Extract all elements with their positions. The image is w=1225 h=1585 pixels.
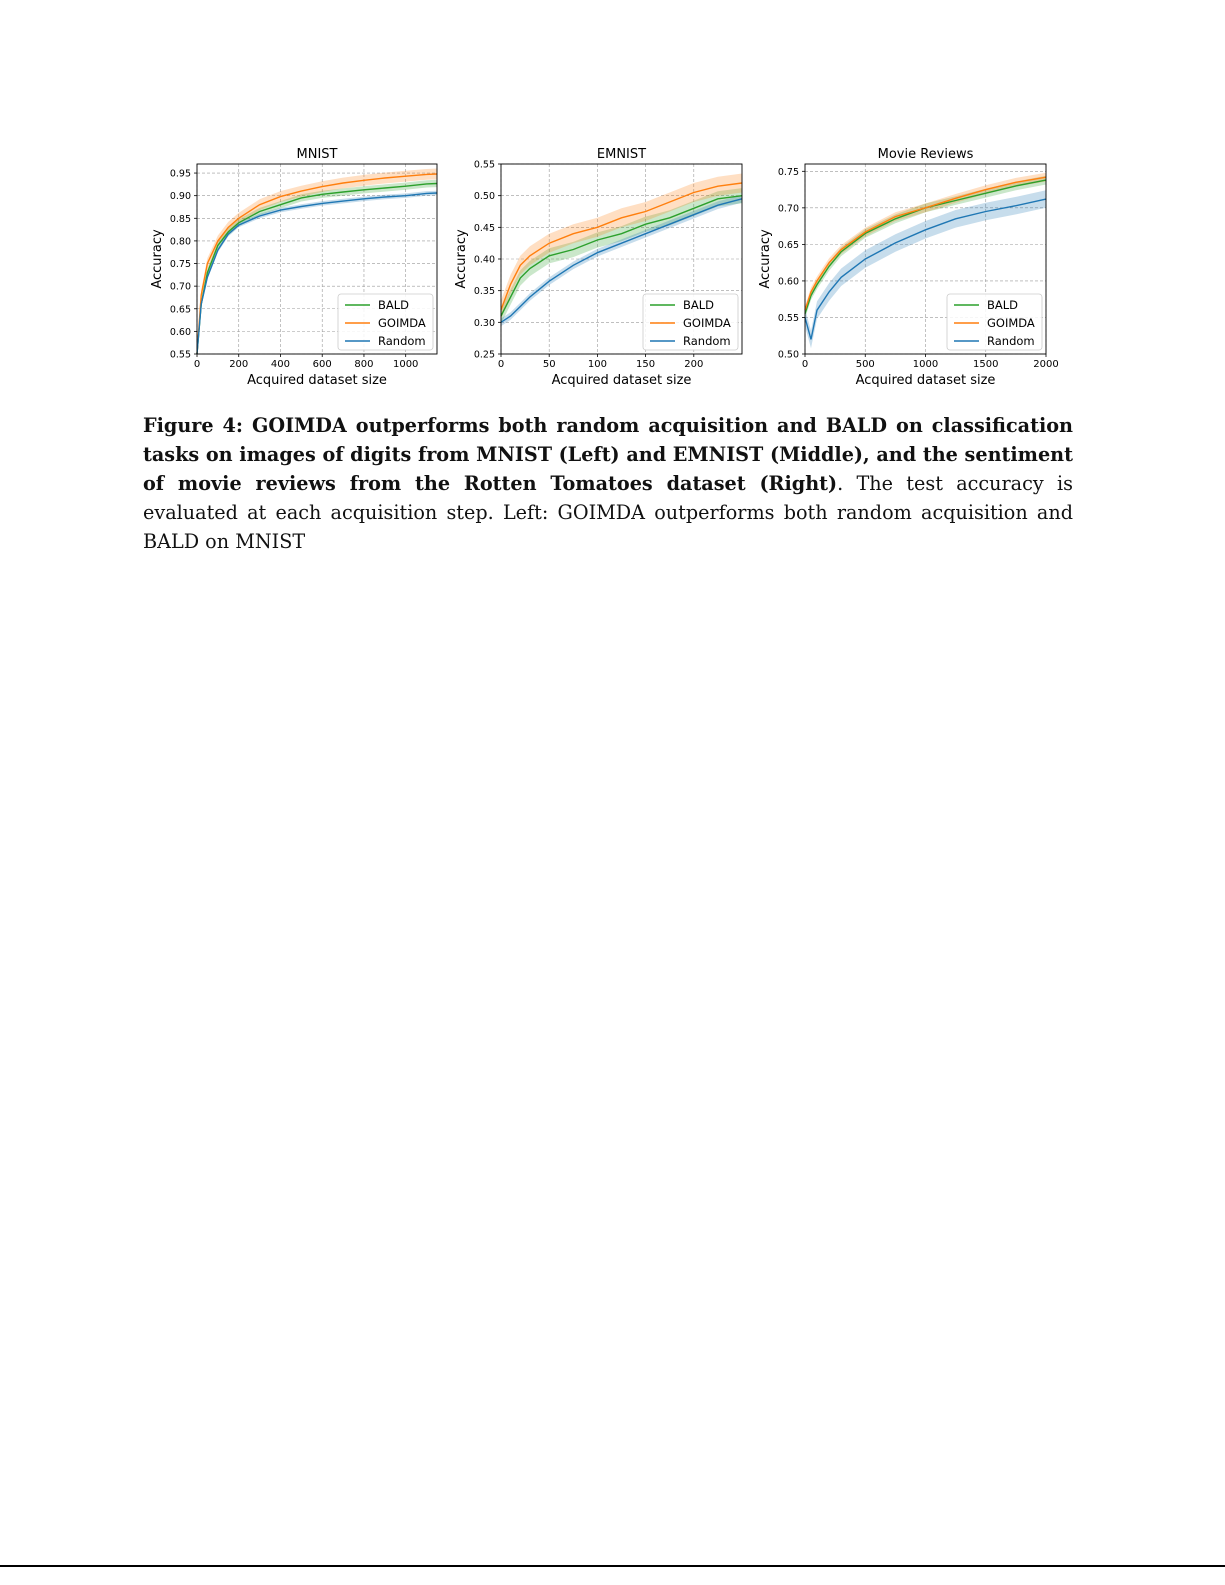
legend — [338, 294, 433, 350]
legend-label-random: Random — [987, 334, 1035, 348]
y-tick-label: 0.95 — [169, 168, 191, 180]
chart-title: EMNIST — [596, 147, 647, 162]
chart-title: MNIST — [296, 147, 338, 162]
y-axis-label: Accuracy — [758, 229, 773, 289]
y-tick-label: 0.60 — [777, 276, 799, 288]
y-tick-label: 0.40 — [473, 254, 495, 266]
legend-label-bald: BALD — [683, 298, 715, 312]
legend — [947, 294, 1042, 350]
x-tick-label: 0 — [801, 359, 809, 370]
x-tick-label: 0 — [497, 359, 505, 370]
y-tick-label: 0.85 — [169, 213, 191, 225]
x-tick-label: 200 — [684, 359, 704, 370]
x-tick-label: 800 — [354, 359, 374, 370]
y-tick-label: 0.55 — [473, 159, 495, 171]
caption-rest: . The test accuracy is evaluated at each acquisition step. Left: GOIMDA outperforms both random acquisition and BALD on MNIST — [143, 472, 1073, 553]
legend-label-goimda: GOIMDA — [378, 316, 426, 330]
y-tick-label: 0.35 — [473, 286, 495, 298]
y-tick-label: 0.90 — [169, 191, 191, 203]
y-tick-label: 0.55 — [169, 349, 191, 361]
y-tick-label: 0.70 — [777, 203, 799, 215]
y-axis-label: Accuracy — [454, 229, 469, 289]
caption-bold: Figure 4: GOIMDA outperforms both random acquisition and BALD on classification tasks on images of digits from MNIST (Left) and EMNIST (Middle), and the sentiment of movie reviews from the Rotten Tomatoes dataset (Right) — [143, 414, 1073, 495]
x-tick-label: 600 — [312, 359, 332, 370]
chart-mnist — [140, 140, 440, 390]
legend-label-random: Random — [378, 334, 426, 348]
x-tick-label: 400 — [270, 359, 291, 370]
y-tick-label: 0.65 — [169, 304, 191, 316]
y-tick-label: 0.55 — [777, 312, 799, 324]
legend-label-bald: BALD — [378, 298, 410, 312]
x-tick-label: 150 — [636, 359, 656, 370]
y-tick-label: 0.50 — [777, 349, 799, 361]
y-tick-label: 0.60 — [169, 326, 191, 338]
legend-label-goimda: GOIMDA — [987, 316, 1035, 330]
legend-label-random: Random — [683, 334, 731, 348]
y-tick-label: 0.75 — [777, 166, 799, 178]
chart-movie-reviews — [750, 140, 1080, 390]
chart-emnist — [445, 140, 750, 390]
x-tick-label: 2000 — [1033, 359, 1059, 370]
x-tick-label: 1000 — [912, 359, 939, 370]
x-axis-label: Acquired dataset size — [551, 373, 692, 388]
legend-label-goimda: GOIMDA — [683, 316, 731, 330]
y-tick-label: 0.80 — [169, 236, 191, 248]
figure-panels — [140, 140, 1080, 400]
y-tick-label: 0.45 — [473, 222, 495, 234]
y-tick-label: 0.70 — [169, 281, 191, 293]
y-tick-label: 0.30 — [473, 317, 495, 329]
y-tick-label: 0.65 — [777, 239, 799, 251]
x-axis-label: Acquired dataset size — [855, 373, 996, 388]
legend-label-bald: BALD — [987, 298, 1019, 312]
x-tick-label: 1000 — [392, 359, 419, 370]
x-tick-label: 0 — [193, 359, 201, 370]
x-tick-label: 200 — [229, 359, 249, 370]
page-bottom-rule — [0, 1565, 1225, 1567]
y-axis-label: Accuracy — [150, 229, 165, 289]
x-tick-label: 500 — [855, 359, 875, 370]
x-axis-label: Acquired dataset size — [247, 373, 387, 388]
x-tick-label: 100 — [587, 359, 607, 370]
y-tick-label: 0.75 — [169, 259, 191, 271]
chart-title: Movie Reviews — [877, 147, 974, 162]
x-tick-label: 50 — [542, 359, 556, 370]
legend — [643, 294, 738, 350]
x-tick-label: 1500 — [973, 359, 999, 370]
figure-caption — [143, 411, 1073, 556]
y-tick-label: 0.25 — [473, 349, 495, 361]
y-tick-label: 0.50 — [473, 191, 495, 203]
